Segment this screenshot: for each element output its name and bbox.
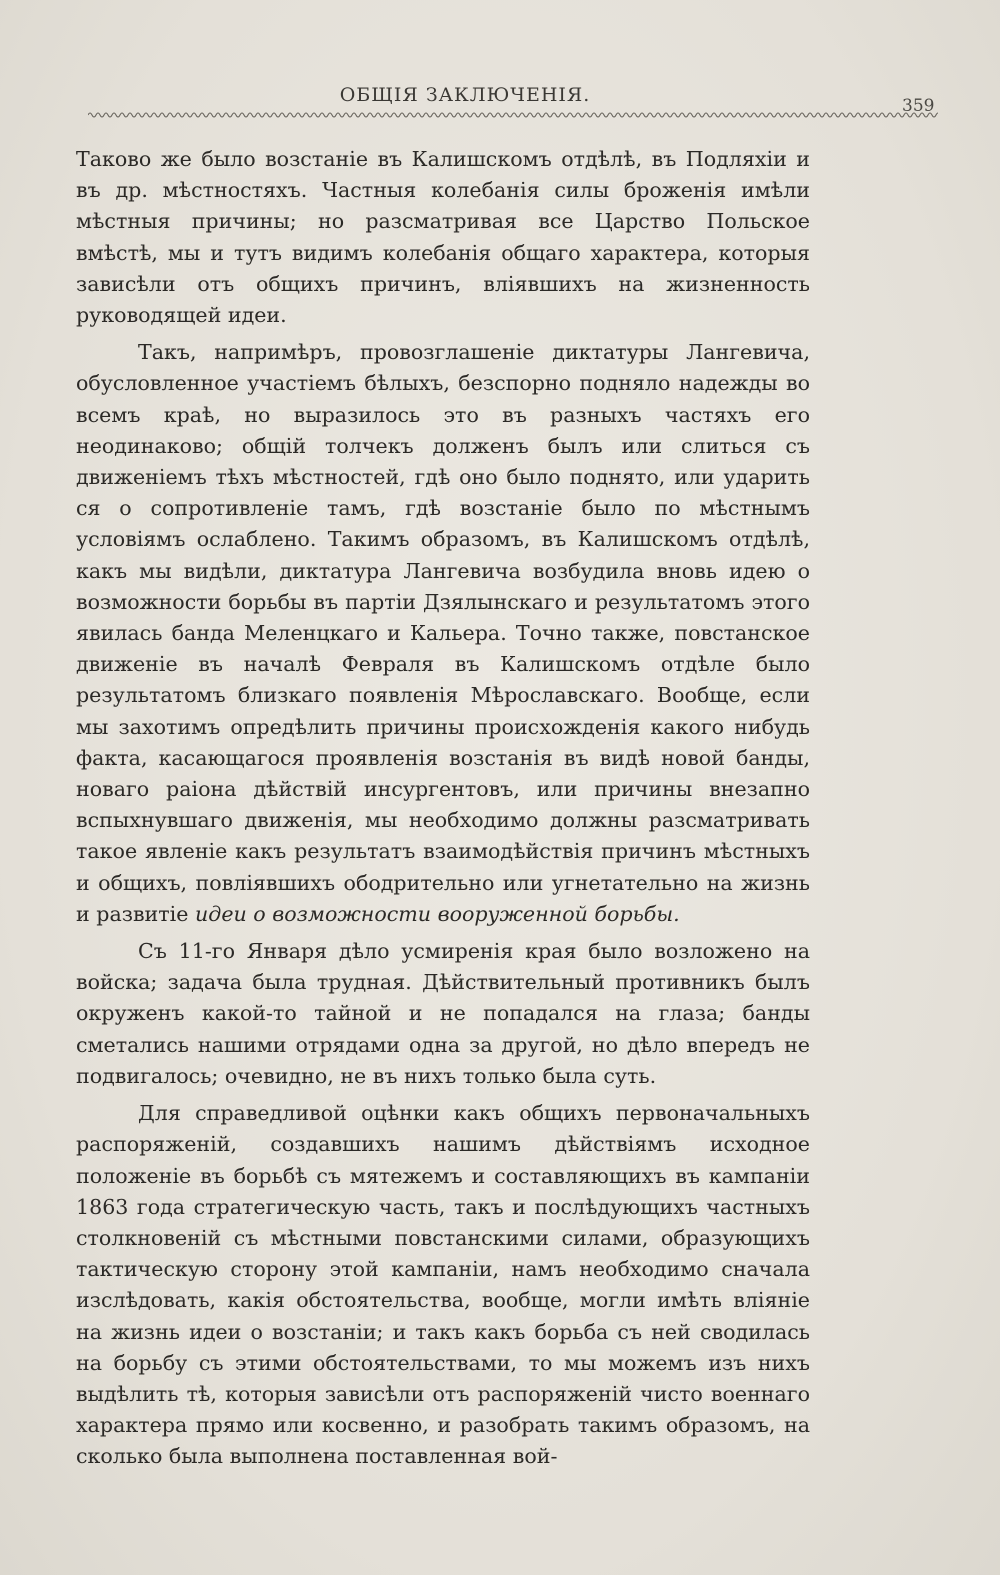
paragraph-3-text: Съ 11-го Января дѣло усмиренія края было возложено на войска; задача была трудная. Дѣйствительный противникъ былъ окруженъ какой-то тайной и не попадался на глаза; банды сметались нашими отрядами одна за другой, но дѣло впередъ не подвигалось; очевидно, не въ нихъ только была суть. bbox=[76, 939, 810, 1088]
paragraph-1 bbox=[76, 144, 810, 331]
body-text bbox=[76, 144, 810, 1473]
paragraph-1-text: Таково же было возстаніе въ Калишскомъ отдѣлѣ, въ Подляхіи и въ др. мѣстностяхъ. Частныя колебанія силы броженія имѣли мѣстныя причины; но разсматривая все Царство Польское вмѣстѣ, мы и тутъ видимъ колебанія общаго характера, которыя зависѣли отъ общихъ причинъ, вліявшихъ на жизненность руководящей идеи. bbox=[76, 147, 810, 328]
paragraph-2-text: Такъ, напримѣръ, провозглашеніе диктатуры Лангевича, обусловленное участіемъ бѣлыхъ, безспорно подняло надежды во всемъ краѣ, но выразилось это въ разныхъ частяхъ его неодинаково; общій толчекъ долженъ былъ или слиться съ движеніемъ тѣхъ мѣстностей, гдѣ оно было поднято, или ударить ся о сопротивленіе тамъ, гдѣ возстаніе было по мѣстнымъ условіямъ ослаблено. Такимъ образомъ, въ Калишскомъ отдѣлѣ, какъ мы видѣли, диктатура Лангевича возбудила вновь идею о возможности борьбы въ партіи Дзялынскаго и результатомъ этого явилась банда Меленцкаго и Кальера. Точно также, повстанское движеніе въ началѣ Февраля въ Калишскомъ отдѣле было результатомъ близкаго появленія Мѣрославскаго. Вообще, если мы захотимъ опредѣлить причины происхожденія какого нибудь факта, касающагося проявленія возстанія въ видѣ новой банды, новаго раіона дѣйствій инсургентовъ, или причины внезапно вспыхнувшаго движенія, мы необходимо должны разсматривать такое явленіе какъ результатъ взаимодѣйствія причинъ мѣстныхъ и общихъ, повліявшихъ ободрительно или угнетательно на жизнь и развитіе bbox=[76, 340, 810, 926]
paragraph-2 bbox=[76, 337, 810, 930]
paragraph-4-text: Для справедливой оцѣнки какъ общихъ первоначальныхъ распоряженій, создавшихъ нашимъ дѣйствіямъ исходное положеніе въ борьбѣ съ мятежемъ и составляющихъ въ кампаніи 1863 года стратегическую часть, такъ и послѣдующихъ частныхъ столкновеній съ мѣстными повстанскими силами, образующихъ тактическую сторону этой кампаніи, намъ необходимо сначала изслѣдовать, какія обстоятельства, вообще, могли имѣть вліяніе на жизнь идеи о возстаніи; и такъ какъ борьба съ ней сводилась на борьбу съ этими обстоятельствами, то мы можемъ изъ нихъ выдѣлить тѣ, которыя зависѣли отъ распоряженій чисто военнаго характера прямо или косвенно, и разобрать такимъ образомъ, на сколько была выполнена поставленная вой- bbox=[76, 1101, 810, 1469]
running-title: ОБЩІЯ ЗАКЛЮЧЕНІЯ. bbox=[339, 84, 591, 106]
paragraph-2-italic-tail: идеи о возможности вооруженной борьбы. bbox=[195, 901, 680, 926]
paragraph-3 bbox=[76, 936, 810, 1092]
paragraph-4 bbox=[76, 1098, 810, 1472]
page-number: 359 bbox=[902, 96, 935, 116]
wavy-rule-ornament bbox=[88, 108, 938, 122]
